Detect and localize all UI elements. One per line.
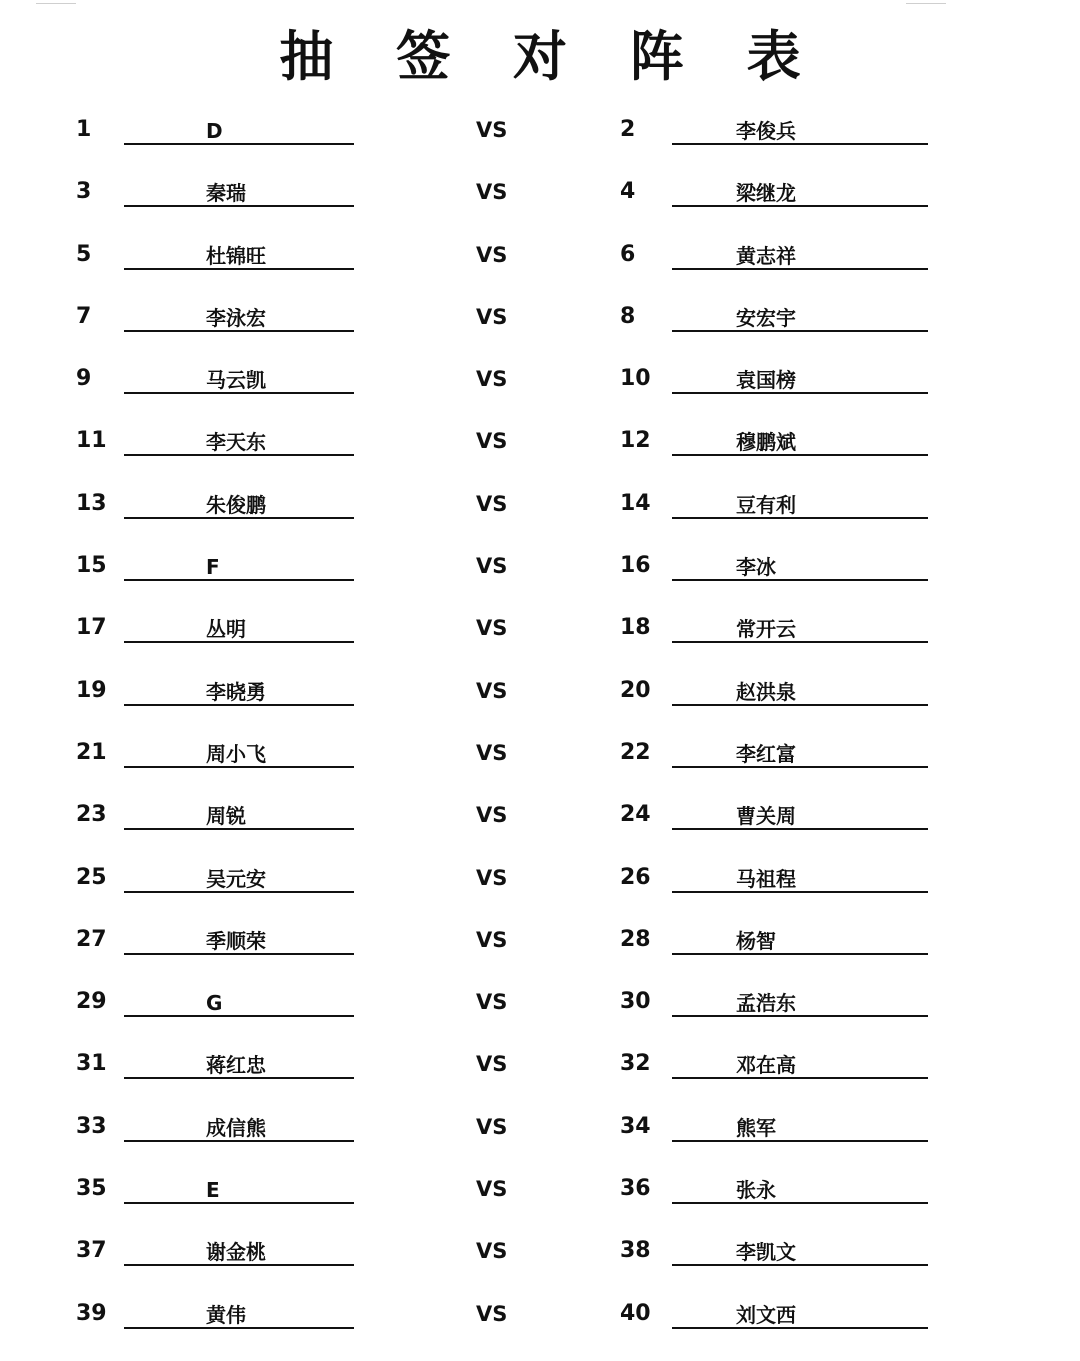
vs-label: VS <box>476 865 508 890</box>
right-name-underline <box>672 205 928 207</box>
scan-edge-mark <box>36 0 76 4</box>
left-player-name: 秦瑞 <box>206 181 246 206</box>
vs-label: VS <box>476 990 508 1015</box>
right-player-name: 孟浩东 <box>736 991 796 1016</box>
match-row <box>0 1034 1080 1096</box>
left-player-name: E <box>206 1178 220 1203</box>
vs-label: VS <box>476 304 508 329</box>
left-player-name: 李天东 <box>206 430 266 455</box>
right-player-name: 邓在高 <box>736 1053 796 1078</box>
right-name-underline <box>672 1140 928 1142</box>
right-name-underline <box>672 704 928 706</box>
left-seed-number: 31 <box>76 1051 107 1077</box>
match-row <box>0 536 1080 598</box>
left-name-underline <box>124 1015 354 1017</box>
left-player-name: 丛明 <box>206 617 246 642</box>
right-player-name: 杨智 <box>736 928 776 953</box>
match-row <box>0 287 1080 349</box>
left-name-underline <box>124 143 354 145</box>
left-seed-number: 9 <box>76 366 92 392</box>
scan-edge-mark <box>906 0 946 4</box>
match-row <box>0 349 1080 411</box>
right-seed-number: 14 <box>620 490 651 516</box>
left-seed-number: 23 <box>76 802 107 828</box>
left-seed-number: 35 <box>76 1176 107 1202</box>
right-player-name: 梁继龙 <box>736 181 796 206</box>
right-name-underline <box>672 828 928 830</box>
vs-label: VS <box>476 180 508 205</box>
match-row <box>0 661 1080 723</box>
left-seed-number: 15 <box>76 553 107 579</box>
left-player-name: 马云凯 <box>206 368 266 393</box>
left-player-name: G <box>206 991 223 1016</box>
left-name-underline <box>124 579 354 581</box>
right-seed-number: 6 <box>620 241 636 267</box>
right-seed-number: 2 <box>620 117 636 142</box>
vs-label: VS <box>476 1114 508 1139</box>
vs-label: VS <box>476 1177 508 1202</box>
match-row <box>0 1284 1080 1346</box>
left-player-name: 周锐 <box>206 804 246 829</box>
right-player-name: 李俊兵 <box>736 119 796 143</box>
left-player-name: F <box>206 555 220 580</box>
vs-label: VS <box>476 1239 508 1264</box>
right-name-underline <box>672 1264 928 1266</box>
right-seed-number: 22 <box>620 739 651 765</box>
match-row <box>0 848 1080 910</box>
right-name-underline <box>672 891 928 893</box>
right-name-underline <box>672 268 928 270</box>
vs-label: VS <box>476 1052 508 1077</box>
right-player-name: 豆有利 <box>736 492 796 517</box>
right-player-name: 李凯文 <box>736 1240 796 1265</box>
vs-label: VS <box>476 429 508 454</box>
match-list <box>0 100 1080 1346</box>
page-title-text: 抽 签 对 阵 表 <box>279 25 823 88</box>
left-player-name: 周小飞 <box>206 741 266 766</box>
right-name-underline <box>672 1327 928 1329</box>
left-seed-number: 7 <box>76 303 92 329</box>
left-seed-number: 19 <box>76 677 107 703</box>
left-seed-number: 39 <box>76 1300 107 1326</box>
left-player-name: D <box>206 119 223 143</box>
left-player-name: 季顺荣 <box>206 928 266 953</box>
right-name-underline <box>672 1202 928 1204</box>
right-seed-number: 16 <box>620 553 651 579</box>
left-seed-number: 25 <box>76 864 107 890</box>
right-name-underline <box>672 953 928 955</box>
left-seed-number: 13 <box>76 490 107 516</box>
right-seed-number: 12 <box>620 428 651 454</box>
right-player-name: 张永 <box>736 1178 776 1203</box>
right-player-name: 穆鹏斌 <box>736 430 796 455</box>
match-row <box>0 1221 1080 1283</box>
right-player-name: 安宏宇 <box>736 305 796 330</box>
match-row <box>0 225 1080 287</box>
left-player-name: 杜锦旺 <box>206 243 266 268</box>
right-player-name: 马祖程 <box>736 866 796 891</box>
right-seed-number: 20 <box>620 677 651 703</box>
match-row <box>0 411 1080 473</box>
vs-label: VS <box>476 927 508 952</box>
right-seed-number: 34 <box>620 1113 651 1139</box>
page-title <box>0 22 1080 92</box>
left-player-name: 李晓勇 <box>206 679 266 704</box>
left-seed-number: 1 <box>76 117 92 142</box>
right-name-underline <box>672 1077 928 1079</box>
right-player-name: 刘文西 <box>736 1302 796 1327</box>
vs-label: VS <box>476 1301 508 1326</box>
right-player-name: 李红富 <box>736 741 796 766</box>
vs-label: VS <box>476 118 508 142</box>
left-seed-number: 27 <box>76 926 107 952</box>
left-player-name: 朱俊鹏 <box>206 492 266 517</box>
left-player-name: 李泳宏 <box>206 305 266 330</box>
left-player-name: 谢金桃 <box>206 1240 266 1265</box>
left-name-underline <box>124 1202 354 1204</box>
vs-label: VS <box>476 491 508 516</box>
match-row <box>0 972 1080 1034</box>
right-name-underline <box>672 517 928 519</box>
left-seed-number: 11 <box>76 428 107 454</box>
right-seed-number: 8 <box>620 303 636 329</box>
vs-label: VS <box>476 367 508 392</box>
right-seed-number: 18 <box>620 615 651 641</box>
right-player-name: 常开云 <box>736 617 796 642</box>
right-player-name: 袁国榜 <box>736 368 796 393</box>
right-seed-number: 32 <box>620 1051 651 1077</box>
right-name-underline <box>672 330 928 332</box>
right-seed-number: 4 <box>620 179 636 205</box>
right-seed-number: 24 <box>620 802 651 828</box>
left-player-name: 成信熊 <box>206 1115 266 1140</box>
right-seed-number: 30 <box>620 989 651 1015</box>
match-row <box>0 785 1080 847</box>
left-seed-number: 3 <box>76 179 92 205</box>
match-row <box>0 100 1080 162</box>
left-seed-number: 21 <box>76 739 107 765</box>
right-seed-number: 26 <box>620 864 651 890</box>
match-row <box>0 474 1080 536</box>
match-row <box>0 910 1080 972</box>
match-row <box>0 598 1080 660</box>
right-player-name: 熊军 <box>736 1115 776 1140</box>
vs-label: VS <box>476 616 508 641</box>
left-seed-number: 29 <box>76 989 107 1015</box>
right-seed-number: 10 <box>620 366 651 392</box>
right-player-name: 李冰 <box>736 555 776 580</box>
match-row <box>0 723 1080 785</box>
match-row <box>0 1097 1080 1159</box>
right-name-underline <box>672 766 928 768</box>
match-row <box>0 162 1080 224</box>
vs-label: VS <box>476 242 508 267</box>
left-player-name: 蒋红忠 <box>206 1053 266 1078</box>
right-player-name: 赵洪泉 <box>736 679 796 704</box>
left-seed-number: 37 <box>76 1238 107 1264</box>
right-seed-number: 28 <box>620 926 651 952</box>
vs-label: VS <box>476 740 508 765</box>
right-name-underline <box>672 641 928 643</box>
right-name-underline <box>672 392 928 394</box>
right-name-underline <box>672 579 928 581</box>
right-seed-number: 38 <box>620 1238 651 1264</box>
vs-label: VS <box>476 803 508 828</box>
match-row <box>0 1159 1080 1221</box>
vs-label: VS <box>476 678 508 703</box>
right-name-underline <box>672 143 928 145</box>
right-player-name: 曹关周 <box>736 804 796 829</box>
right-seed-number: 40 <box>620 1300 651 1326</box>
vs-label: VS <box>476 554 508 579</box>
left-seed-number: 5 <box>76 241 92 267</box>
left-player-name: 吴元安 <box>206 866 266 891</box>
right-name-underline <box>672 454 928 456</box>
right-name-underline <box>672 1015 928 1017</box>
left-seed-number: 17 <box>76 615 107 641</box>
right-seed-number: 36 <box>620 1176 651 1202</box>
left-player-name: 黄伟 <box>206 1302 246 1327</box>
left-seed-number: 33 <box>76 1113 107 1139</box>
right-player-name: 黄志祥 <box>736 243 796 268</box>
